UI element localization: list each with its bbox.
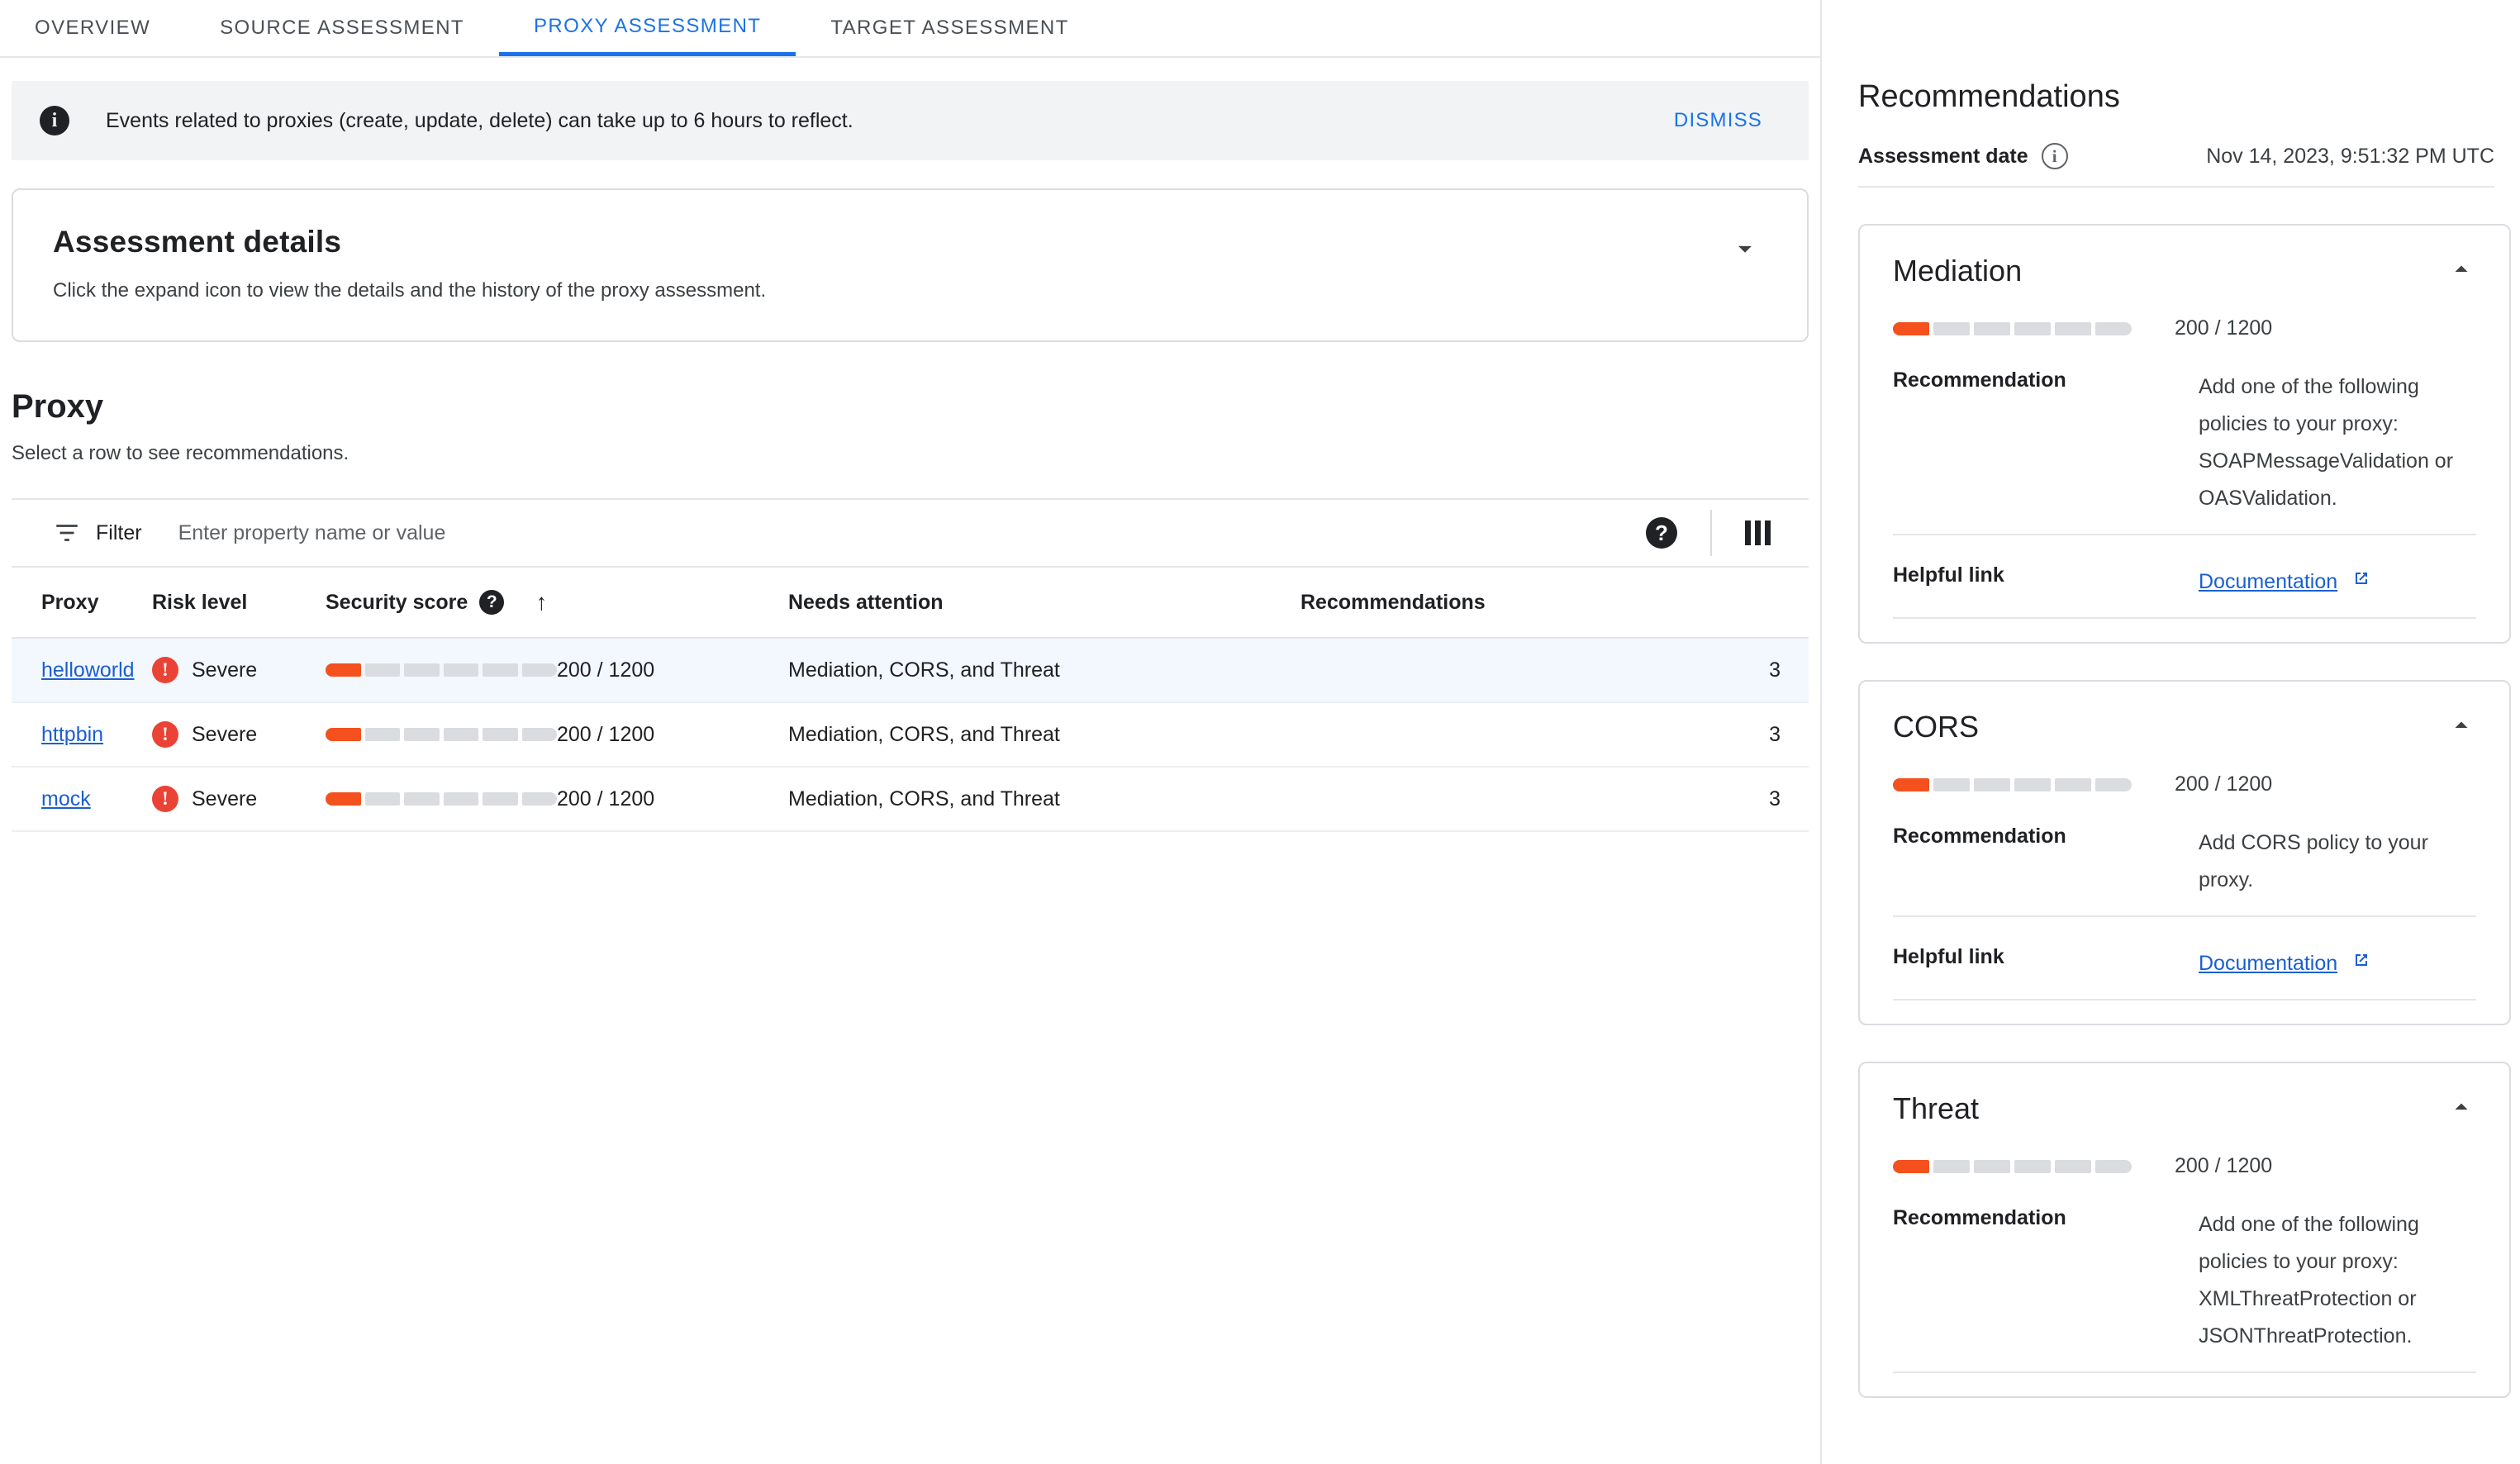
card-score: [1860, 772, 2509, 796]
recommendation-card-threat: [1858, 1062, 2511, 1398]
security-score-value: 200 / 1200: [557, 767, 788, 831]
card-title: CORS: [1893, 710, 1980, 744]
recommendations-title: Recommendations: [1858, 79, 2120, 114]
security-score-bar: [1893, 322, 2132, 335]
table-body: [12, 638, 1809, 831]
external-link-icon[interactable]: [2351, 570, 2371, 593]
help-icon[interactable]: ?: [1646, 517, 1677, 549]
table-row[interactable]: [12, 767, 1809, 831]
recommendation-card-cors: [1858, 680, 2511, 1025]
tab-proxy-assessment[interactable]: [499, 0, 796, 56]
tab-label: TARGET ASSESSMENT: [830, 17, 1069, 39]
card-header[interactable]: [1860, 1091, 2509, 1126]
helpful-link-label: Helpful link: [1893, 563, 2004, 587]
proxy-link[interactable]: mock: [41, 787, 91, 810]
recommendation-value: Add one of the following policies to your proxy: SOAPMessageValidation or OASValidation.: [2199, 375, 2454, 510]
external-link-icon[interactable]: [2351, 952, 2371, 975]
documentation-link[interactable]: Documentation: [2199, 952, 2338, 975]
filter-label: Filter: [96, 520, 142, 544]
column-settings-icon[interactable]: [1745, 520, 1771, 545]
proxy-link[interactable]: helloworld: [41, 658, 135, 682]
security-score-value: 200 / 1200: [557, 702, 788, 767]
card-header[interactable]: [1860, 710, 2509, 744]
card-score-text: 200 / 1200: [2175, 1154, 2273, 1177]
column-header-security-score[interactable]: [326, 568, 788, 638]
recommendation-value: Add one of the following policies to your proxy: XMLThreatProtection or JSONThreatProtection.: [2199, 1213, 2419, 1348]
tab-bar: [0, 0, 1820, 58]
recommendations-panel: [1822, 0, 2520, 1464]
recommendations-count: 3: [1300, 767, 1809, 831]
assessment-date-label: Assessment date: [1858, 144, 2028, 168]
security-score-bar: [1893, 778, 2132, 791]
risk-level-label: Severe: [192, 787, 258, 810]
assessment-date-value: Nov 14, 2023, 9:51:32 PM UTC: [2206, 144, 2494, 168]
tab-label: PROXY ASSESSMENT: [534, 14, 762, 37]
chevron-up-icon[interactable]: [2446, 711, 2476, 744]
card-header[interactable]: [1860, 254, 2509, 288]
card-recommendation-row: [1893, 1206, 2476, 1373]
banner-text: Events related to proxies (create, update, delete) can take up to 6 hours to reflect.: [106, 108, 853, 132]
table-row[interactable]: [12, 638, 1809, 702]
helpful-link-label: Helpful link: [1893, 945, 2004, 968]
recommendation-card-mediation: [1858, 224, 2511, 644]
security-score-bar: [326, 792, 557, 806]
column-header-needs-attention[interactable]: Needs attention: [788, 568, 1300, 638]
risk-level-cell: [152, 657, 326, 683]
page-subtitle: Select a row to see recommendations.: [12, 442, 349, 464]
documentation-link[interactable]: Documentation: [2199, 570, 2338, 593]
risk-level-cell: [152, 786, 326, 812]
card-title: Mediation: [1893, 254, 2023, 288]
column-header-risk-level[interactable]: Risk level: [152, 568, 326, 638]
assessment-date-row: [1858, 143, 2494, 188]
info-banner: [12, 81, 1809, 160]
severe-icon: !: [152, 657, 178, 683]
divider: [1710, 510, 1712, 556]
card-score: [1860, 316, 2509, 340]
dismiss-button[interactable]: DISMISS: [1673, 109, 1762, 131]
security-score-bar: [326, 728, 557, 741]
card-title: Threat: [1893, 1091, 1980, 1125]
proxy-table: [12, 568, 1809, 832]
recommendations-count: 3: [1300, 638, 1809, 702]
needs-attention-value: Mediation, CORS, and Threat: [788, 638, 1300, 702]
sort-ascending-icon[interactable]: ↑: [535, 589, 548, 615]
card-recommendation-row: [1893, 825, 2476, 917]
tab-overview[interactable]: [0, 0, 185, 56]
security-score-bar: [326, 663, 557, 677]
chevron-down-icon[interactable]: [1729, 233, 1761, 264]
security-score-bar: [1893, 1160, 2132, 1173]
card-score-text: 200 / 1200: [2175, 772, 2273, 796]
table-row[interactable]: [12, 702, 1809, 767]
table-header-row: [12, 568, 1809, 638]
needs-attention-value: Mediation, CORS, and Threat: [788, 767, 1300, 831]
severe-icon: !: [152, 786, 178, 812]
needs-attention-value: Mediation, CORS, and Threat: [788, 702, 1300, 767]
assessment-details-title: Assessment details: [53, 225, 342, 259]
risk-level-label: Severe: [192, 658, 258, 682]
column-header-recommendations[interactable]: Recommendations: [1300, 568, 1809, 638]
tab-label: SOURCE ASSESSMENT: [220, 17, 464, 39]
recommendation-label: Recommendation: [1893, 368, 2066, 392]
chevron-up-icon[interactable]: [2446, 254, 2476, 288]
card-link-row: [1893, 945, 2476, 1001]
proxy-link[interactable]: httpbin: [41, 722, 104, 746]
page-title: Proxy: [12, 388, 104, 425]
security-score-value: 200 / 1200: [557, 638, 788, 702]
tab-label: OVERVIEW: [35, 17, 151, 39]
card-recommendation-row: [1893, 368, 2476, 535]
question-mark-icon[interactable]: ?: [479, 590, 504, 615]
card-score: [1860, 1154, 2509, 1178]
tab-target-assessment[interactable]: [796, 0, 1103, 56]
recommendation-label: Recommendation: [1893, 825, 2066, 848]
recommendation-value: Add CORS policy to your proxy.: [2199, 831, 2428, 891]
tab-source-assessment[interactable]: [185, 0, 499, 56]
card-link-row: [1893, 563, 2476, 619]
recommendations-count: 3: [1300, 702, 1809, 767]
severe-icon: !: [152, 721, 178, 748]
assessment-details-card: [12, 188, 1809, 342]
filter-icon[interactable]: [53, 519, 81, 547]
filter-bar: [12, 498, 1809, 568]
recommendation-label: Recommendation: [1893, 1206, 2066, 1229]
info-icon[interactable]: i: [2042, 143, 2068, 169]
column-header-proxy[interactable]: Proxy: [12, 568, 152, 638]
info-icon: i: [40, 106, 69, 135]
card-score-text: 200 / 1200: [2175, 316, 2273, 340]
chevron-up-icon[interactable]: [2446, 1092, 2476, 1126]
assessment-details-description: Click the expand icon to view the details and the history of the proxy assessment.: [53, 279, 767, 302]
column-header-label: Security score: [326, 590, 468, 614]
filter-input[interactable]: [177, 520, 1646, 546]
risk-level-label: Severe: [192, 722, 258, 746]
risk-level-cell: [152, 721, 326, 748]
